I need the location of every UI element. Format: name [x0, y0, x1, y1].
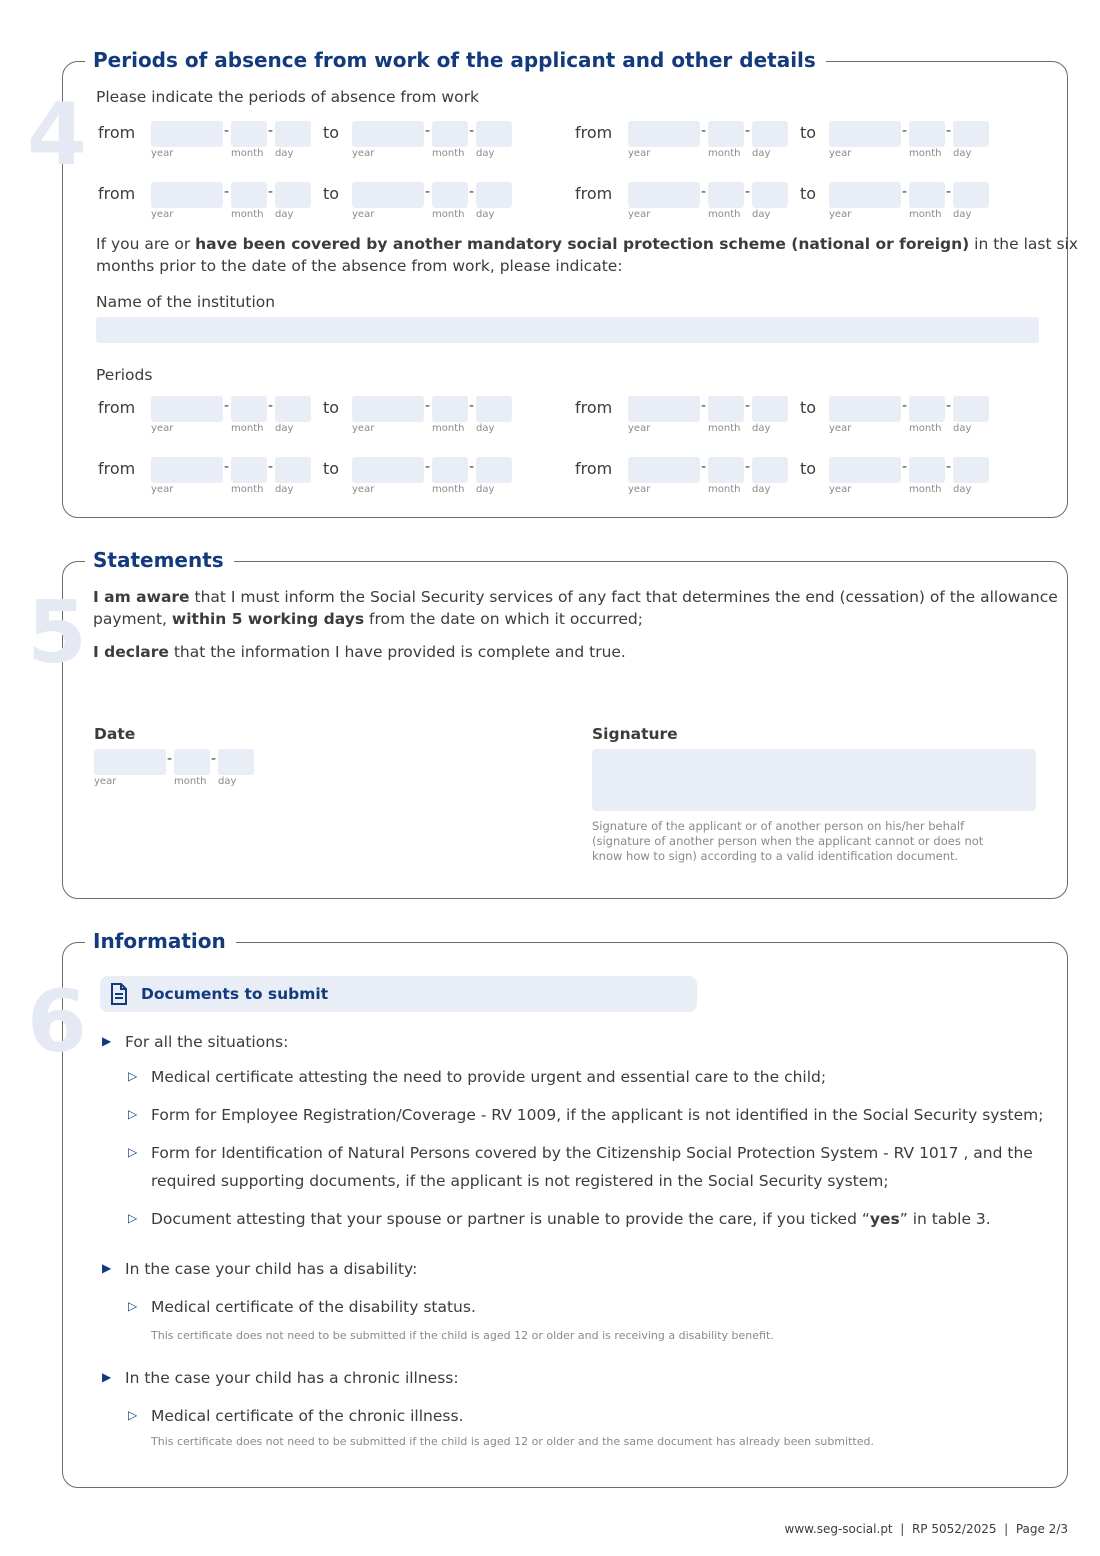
day-label: day	[476, 209, 495, 220]
date-separator: -	[701, 184, 707, 200]
month-label: month	[231, 148, 264, 159]
date-separator: -	[701, 459, 707, 475]
date-label: Date	[94, 725, 136, 743]
footer-separator: |	[1004, 1522, 1009, 1536]
statement-date-month-field[interactable]	[174, 749, 210, 775]
to-date-day-field[interactable]	[476, 396, 512, 422]
to-date-year-field[interactable]	[352, 121, 424, 147]
to-date-day-field[interactable]	[953, 182, 989, 208]
from-date-day-field[interactable]	[752, 182, 788, 208]
year-label: year	[829, 423, 852, 434]
date-separator: -	[469, 398, 475, 414]
from-label: from	[98, 184, 136, 203]
from-date-day-field[interactable]	[752, 457, 788, 483]
date-separator: -	[211, 751, 217, 767]
date-separator: -	[224, 123, 230, 139]
section-title: Information	[85, 928, 236, 954]
bullet-outline-icon: ▷	[128, 1299, 138, 1313]
date-separator: -	[167, 751, 173, 767]
date-separator: -	[425, 398, 431, 414]
from-date-month-field[interactable]	[231, 121, 267, 147]
month-label: month	[708, 209, 741, 220]
month-label: month	[708, 484, 741, 495]
from-date-month-field[interactable]	[708, 121, 744, 147]
to-date-month-field[interactable]	[432, 182, 468, 208]
from-date-year-field[interactable]	[151, 457, 223, 483]
statement-date-day-field[interactable]	[218, 749, 254, 775]
statement-date-year-field[interactable]	[94, 749, 166, 775]
to-date-year-field[interactable]	[352, 457, 424, 483]
from-date-year-field[interactable]	[151, 396, 223, 422]
month-label: month	[432, 148, 465, 159]
date-separator: -	[745, 459, 751, 475]
to-date-month-field[interactable]	[432, 457, 468, 483]
date-separator: -	[946, 398, 952, 414]
to-date-month-field[interactable]	[432, 121, 468, 147]
to-label: to	[323, 184, 340, 203]
month-label: month	[909, 209, 942, 220]
date-separator: -	[902, 398, 908, 414]
disability-case-label: In the case your child has a disability:	[125, 1260, 418, 1278]
doc-item: Medical certificate of the disability status.	[151, 1298, 476, 1316]
to-date-day-field[interactable]	[953, 457, 989, 483]
to-label: to	[800, 123, 817, 142]
from-label: from	[98, 459, 136, 478]
day-label: day	[953, 484, 972, 495]
section-number: 5	[27, 583, 87, 683]
day-label: day	[953, 148, 972, 159]
footer-separator: |	[900, 1522, 905, 1536]
documents-title: Documents to submit	[141, 985, 329, 1003]
to-date-year-field[interactable]	[829, 396, 901, 422]
month-label: month	[231, 423, 264, 434]
day-label: day	[476, 484, 495, 495]
to-label: to	[323, 123, 340, 142]
day-label: day	[275, 484, 294, 495]
day-label: day	[476, 423, 495, 434]
month-label: month	[909, 423, 942, 434]
signature-note: (signature of another person when the applicant cannot or does not	[592, 834, 984, 848]
doc-item: Document attesting that your spouse or partner is unable to provide the care, if you ticked “yes” in table 3.	[151, 1210, 991, 1228]
to-label: to	[323, 459, 340, 478]
from-date-month-field[interactable]	[231, 457, 267, 483]
to-label: to	[800, 184, 817, 203]
section-number: 4	[27, 85, 87, 185]
year-label: year	[151, 148, 174, 159]
from-date-day-field[interactable]	[752, 396, 788, 422]
to-date-year-field[interactable]	[352, 182, 424, 208]
to-label: to	[323, 398, 340, 417]
day-label: day	[953, 423, 972, 434]
doc-item: Medical certificate of the chronic illness.	[151, 1407, 464, 1425]
footer-page: Page 2/3	[1015, 1522, 1068, 1536]
year-label: year	[151, 423, 174, 434]
from-date-month-field[interactable]	[231, 396, 267, 422]
date-separator: -	[469, 184, 475, 200]
from-date-day-field[interactable]	[752, 121, 788, 147]
day-label: day	[752, 148, 771, 159]
date-separator: -	[902, 123, 908, 139]
bullet-filled-icon: ▶	[102, 1261, 112, 1275]
date-separator: -	[469, 123, 475, 139]
from-label: from	[575, 459, 613, 478]
date-separator: -	[425, 184, 431, 200]
section-information	[27, 929, 1068, 1488]
bullet-outline-icon: ▷	[128, 1069, 138, 1083]
doc-item: Form for Employee Registration/Coverage - RV 1009, if the applicant is not identified in the Social Security system;	[151, 1106, 1044, 1124]
day-label: day	[752, 484, 771, 495]
signature-note: know how to sign) according to a valid identification document.	[592, 849, 959, 863]
disability-note: This certificate does not need to be submitted if the child is aged 12 or older and is receiving a disability benefit.	[151, 1329, 774, 1342]
to-date-month-field[interactable]	[909, 121, 945, 147]
date-separator: -	[268, 398, 274, 414]
to-label: to	[800, 459, 817, 478]
bullet-filled-icon: ▶	[102, 1370, 112, 1384]
date-separator: -	[745, 184, 751, 200]
statement-declare: I declare that the information I have provided is complete and true.	[93, 643, 626, 661]
day-label: day	[275, 423, 294, 434]
date-separator: -	[224, 459, 230, 475]
to-date-year-field[interactable]	[829, 457, 901, 483]
bullet-outline-icon: ▷	[128, 1145, 138, 1159]
day-label: day	[752, 209, 771, 220]
date-separator: -	[902, 459, 908, 475]
page-footer	[785, 1522, 1068, 1536]
from-date-year-field[interactable]	[628, 121, 700, 147]
from-label: from	[98, 398, 136, 417]
statement-aware-line2: payment, within 5 working days from the date on which it occurred;	[93, 610, 643, 628]
from-date-year-field[interactable]	[628, 396, 700, 422]
year-label: year	[352, 484, 375, 495]
day-label: day	[218, 776, 237, 787]
section-title: Statements	[85, 547, 234, 573]
date-separator: -	[268, 459, 274, 475]
from-label: from	[98, 123, 136, 142]
year-label: year	[628, 484, 651, 495]
from-date-month-field[interactable]	[708, 182, 744, 208]
date-separator: -	[745, 123, 751, 139]
year-label: year	[352, 209, 375, 220]
year-label: year	[829, 484, 852, 495]
date-separator: -	[224, 184, 230, 200]
month-label: month	[231, 209, 264, 220]
to-date-year-field[interactable]	[829, 121, 901, 147]
covered-text: If you are or have been covered by another mandatory social protection scheme (national or foreign) in the last six	[96, 235, 1079, 253]
from-date-month-field[interactable]	[231, 182, 267, 208]
to-date-day-field[interactable]	[953, 396, 989, 422]
all-situations-label: For all the situations:	[125, 1033, 289, 1051]
from-date-month-field[interactable]	[708, 396, 744, 422]
year-label: year	[628, 209, 651, 220]
day-label: day	[476, 148, 495, 159]
to-date-day-field[interactable]	[476, 121, 512, 147]
covered-text-line2: months prior to the date of the absence from work, please indicate:	[96, 257, 623, 275]
to-date-day-field[interactable]	[476, 457, 512, 483]
month-label: month	[231, 484, 264, 495]
day-label: day	[275, 209, 294, 220]
to-date-month-field[interactable]	[909, 396, 945, 422]
year-label: year	[628, 423, 651, 434]
month-label: month	[909, 484, 942, 495]
year-label: year	[829, 148, 852, 159]
footer-site: www.seg-social.pt	[784, 1522, 893, 1536]
date-separator: -	[268, 184, 274, 200]
chronic-note: This certificate does not need to be submitted if the child is aged 12 or older and the same document has already been submitted.	[151, 1435, 874, 1448]
bullet-outline-icon: ▷	[128, 1408, 138, 1422]
month-label: month	[708, 148, 741, 159]
from-label: from	[575, 123, 613, 142]
chronic-case-label: In the case your child has a chronic illness:	[125, 1369, 459, 1387]
day-label: day	[275, 148, 294, 159]
day-label: day	[953, 209, 972, 220]
intro-text: Please indicate the periods of absence from work	[96, 88, 479, 106]
to-date-month-field[interactable]	[909, 182, 945, 208]
date-separator: -	[425, 459, 431, 475]
footer-reference: RP 5052/2025	[911, 1522, 997, 1536]
month-label: month	[432, 209, 465, 220]
date-separator: -	[701, 398, 707, 414]
date-separator: -	[469, 459, 475, 475]
section-number: 6	[27, 972, 87, 1072]
from-label: from	[575, 398, 613, 417]
bullet-filled-icon: ▶	[102, 1034, 112, 1048]
date-separator: -	[946, 459, 952, 475]
doc-item: Medical certificate attesting the need to provide urgent and essential care to the child;	[151, 1068, 827, 1086]
to-date-day-field[interactable]	[953, 121, 989, 147]
date-separator: -	[902, 184, 908, 200]
from-date-year-field[interactable]	[628, 182, 700, 208]
section-absence-periods	[27, 48, 1079, 518]
from-label: from	[575, 184, 613, 203]
year-label: year	[628, 148, 651, 159]
date-separator: -	[268, 123, 274, 139]
doc-item-line2: required supporting documents, if the applicant is not registered in the Social Security system;	[151, 1172, 889, 1190]
to-label: to	[800, 398, 817, 417]
bullet-outline-icon: ▷	[128, 1211, 138, 1225]
from-date-month-field[interactable]	[708, 457, 744, 483]
date-separator: -	[425, 123, 431, 139]
section-title: Periods of absence from work of the applicant and other details	[85, 47, 826, 73]
signature-label: Signature	[592, 725, 678, 743]
from-date-day-field[interactable]	[275, 457, 311, 483]
institution-label: Name of the institution	[96, 293, 276, 311]
year-label: year	[829, 209, 852, 220]
date-separator: -	[701, 123, 707, 139]
month-label: month	[432, 484, 465, 495]
month-label: month	[432, 423, 465, 434]
to-date-day-field[interactable]	[476, 182, 512, 208]
institution-name-field[interactable]	[96, 317, 1039, 343]
signature-note: Signature of the applicant or of another person on his/her behalf	[592, 819, 965, 833]
year-label: year	[151, 209, 174, 220]
statement-aware: I am aware that I must inform the Social Security services of any fact that determines the end (cessation) of the allowance	[93, 588, 1058, 606]
section-statements	[27, 548, 1068, 899]
to-date-year-field[interactable]	[829, 182, 901, 208]
from-date-year-field[interactable]	[151, 121, 223, 147]
bullet-outline-icon: ▷	[128, 1107, 138, 1121]
from-date-day-field[interactable]	[275, 396, 311, 422]
to-date-month-field[interactable]	[909, 457, 945, 483]
month-label: month	[174, 776, 207, 787]
periods-label: Periods	[96, 366, 153, 384]
signature-field[interactable]	[592, 749, 1036, 811]
from-date-year-field[interactable]	[628, 457, 700, 483]
year-label: year	[352, 148, 375, 159]
date-separator: -	[224, 398, 230, 414]
from-date-day-field[interactable]	[275, 182, 311, 208]
document-icon	[110, 983, 128, 1009]
month-label: month	[909, 148, 942, 159]
date-separator: -	[745, 398, 751, 414]
from-date-day-field[interactable]	[275, 121, 311, 147]
year-label: year	[352, 423, 375, 434]
day-label: day	[752, 423, 771, 434]
to-date-month-field[interactable]	[432, 396, 468, 422]
year-label: year	[94, 776, 117, 787]
doc-item: Form for Identification of Natural Persons covered by the Citizenship Social Protection System - RV 1017 , and the	[151, 1144, 1033, 1162]
year-label: year	[151, 484, 174, 495]
to-date-year-field[interactable]	[352, 396, 424, 422]
from-date-year-field[interactable]	[151, 182, 223, 208]
date-separator: -	[946, 184, 952, 200]
date-separator: -	[946, 123, 952, 139]
month-label: month	[708, 423, 741, 434]
